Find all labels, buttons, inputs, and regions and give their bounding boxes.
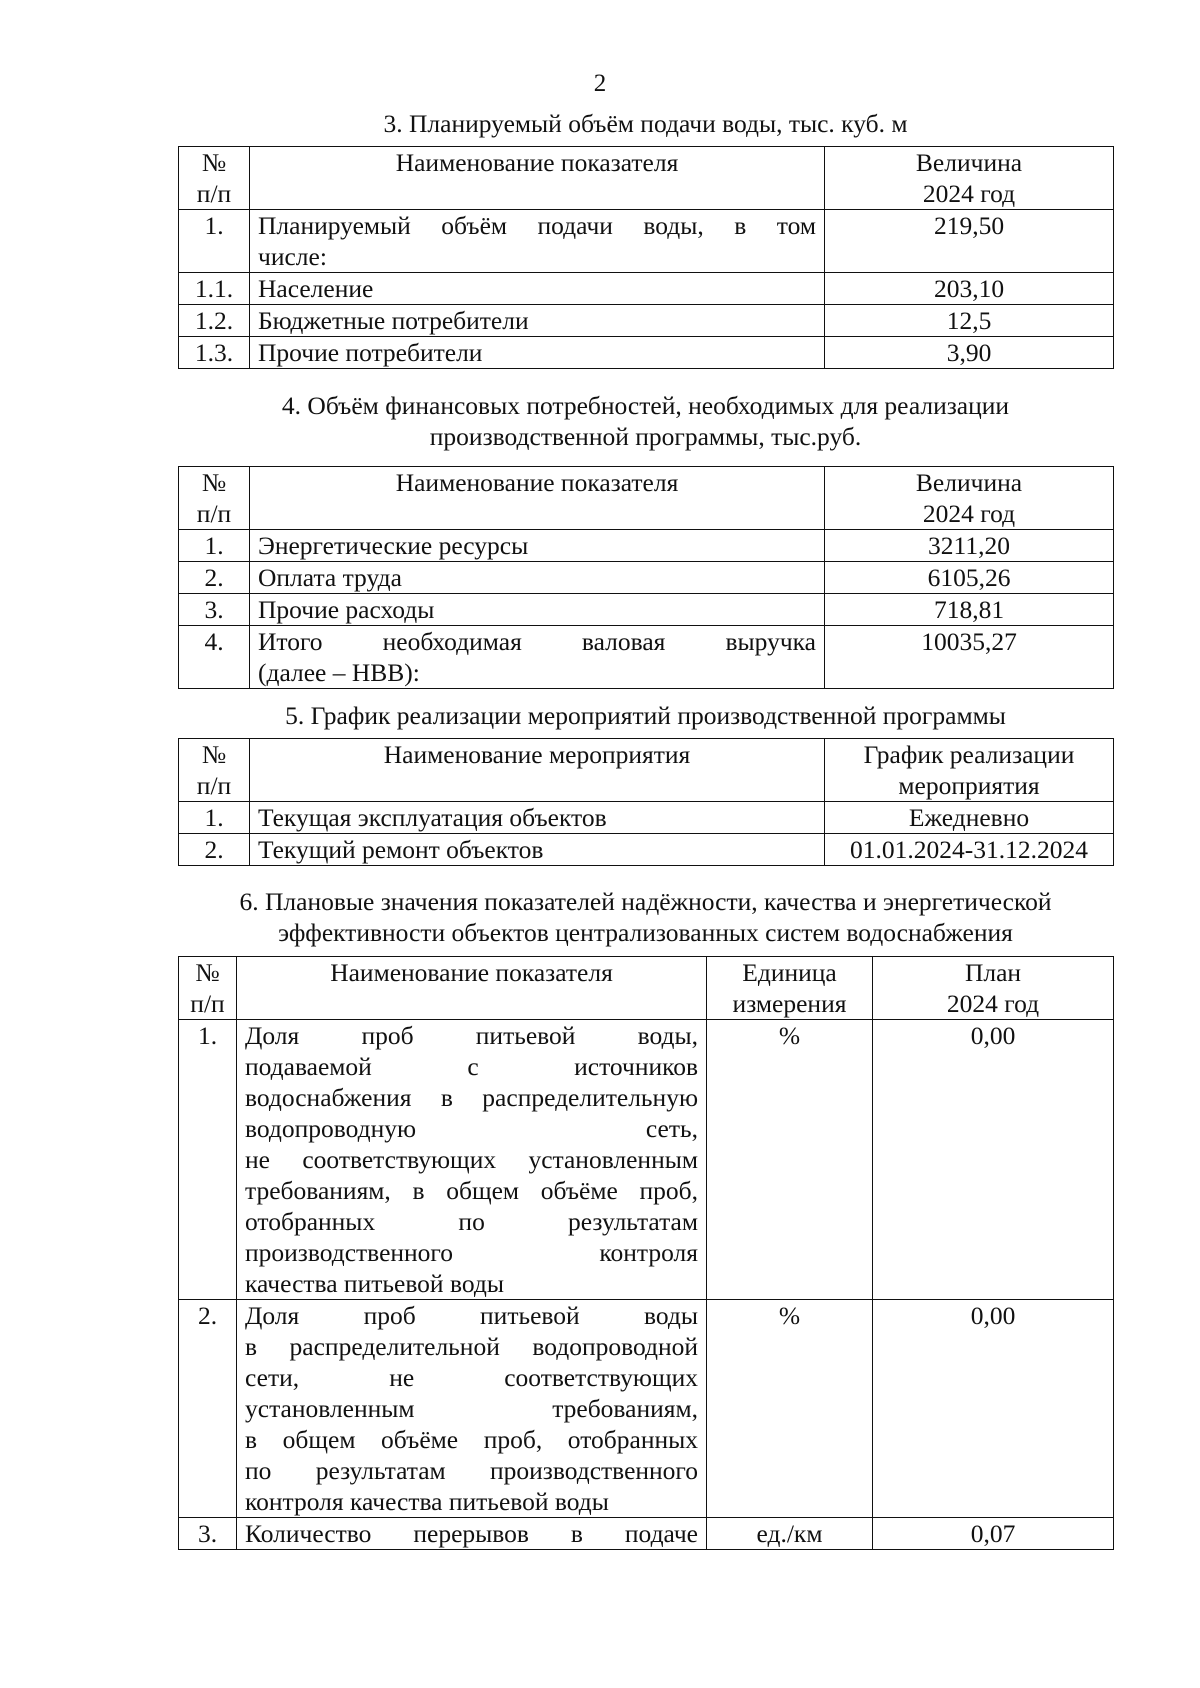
row-name: Текущая эксплуатация объектов <box>250 802 825 834</box>
row-value: 10035,27 <box>825 626 1114 689</box>
table-row <box>179 594 1114 626</box>
table-row <box>179 562 1114 594</box>
table-row <box>179 802 1114 834</box>
row-num: 1.3. <box>179 337 250 369</box>
header-name: Наименование показателя <box>250 147 825 210</box>
header-name: Наименование мероприятия <box>250 739 825 802</box>
row-schedule: 01.01.2024-31.12.2024 <box>825 834 1114 866</box>
header-plan: План 2024 год <box>873 957 1114 1020</box>
section-5-title: 5. График реализации мероприятий производственной программы <box>285 701 1006 730</box>
row-name: Прочие расходы <box>250 594 825 626</box>
row-name: Планируемый объём подачи воды, в том числе: <box>250 210 825 273</box>
section-4-table <box>178 466 1114 689</box>
header-num: № п/п <box>179 957 237 1020</box>
table-row <box>179 1300 1114 1518</box>
row-num: 3. <box>179 594 250 626</box>
row-num: 1. <box>179 530 250 562</box>
row-name: Бюджетные потребители <box>250 305 825 337</box>
table-row <box>179 530 1114 562</box>
row-unit: % <box>707 1020 873 1300</box>
table-row <box>179 1020 1114 1300</box>
row-value: 203,10 <box>825 273 1114 305</box>
row-value: 6105,26 <box>825 562 1114 594</box>
row-name: Прочие потребители <box>250 337 825 369</box>
table-header-row <box>179 739 1114 802</box>
table-row <box>179 1518 1114 1550</box>
row-name: Оплата труда <box>250 562 825 594</box>
row-name: Энергетические ресурсы <box>250 530 825 562</box>
header-name: Наименование показателя <box>237 957 707 1020</box>
header-value: Величина 2024 год <box>825 147 1114 210</box>
header-name: Наименование показателя <box>250 467 825 530</box>
table-row <box>179 305 1114 337</box>
row-name: Доля проб питьевой воды в распределительной водопроводной сети, не соответствующих установленным требованиям, в общем объёме проб, отобранных по результатам производственного контроля качества питьевой воды <box>237 1300 707 1518</box>
header-unit: Единица измерения <box>707 957 873 1020</box>
row-value: 3211,20 <box>825 530 1114 562</box>
section-3-table <box>178 146 1114 369</box>
table-header-row <box>179 467 1114 530</box>
table-header-row <box>179 147 1114 210</box>
table-row <box>179 834 1114 866</box>
header-num: № п/п <box>179 147 250 210</box>
page-number: 2 <box>593 70 607 97</box>
row-unit: ед./км <box>707 1518 873 1550</box>
row-value: 718,81 <box>825 594 1114 626</box>
section-6-table <box>178 956 1114 1550</box>
row-name: Доля проб питьевой воды, подаваемой с источников водоснабжения в распределительную водопроводную сеть, не соответствующих установленным требованиям, в общем объёме проб, отобранных по результатам производственного контроля качества питьевой воды <box>237 1020 707 1300</box>
table-header-row <box>179 957 1114 1020</box>
row-num: 2. <box>179 562 250 594</box>
row-schedule: Ежедневно <box>825 802 1114 834</box>
row-plan: 0,00 <box>873 1020 1114 1300</box>
row-num: 3. <box>179 1518 237 1550</box>
section-5-table <box>178 738 1114 866</box>
row-num: 1. <box>179 210 250 273</box>
section-4-title: 4. Объём финансовых потребностей, необходимых для реализации производственной программы, тыс.руб. <box>281 391 1010 451</box>
row-name: Население <box>250 273 825 305</box>
row-unit: % <box>707 1300 873 1518</box>
row-num: 1. <box>179 802 250 834</box>
row-name: Текущий ремонт объектов <box>250 834 825 866</box>
row-num: 1.2. <box>179 305 250 337</box>
row-value: 3,90 <box>825 337 1114 369</box>
section-6-title: 6. Плановые значения показателей надёжности, качества и энергетической эффективности объектов централизованных систем водоснабжения <box>239 887 1052 947</box>
row-name: Количество перерывов в подаче <box>237 1518 707 1550</box>
section-3-title: 3. Планируемый объём подачи воды, тыс. куб. м <box>383 109 908 138</box>
table-row <box>179 626 1114 689</box>
row-plan: 0,07 <box>873 1518 1114 1550</box>
table-row <box>179 210 1114 273</box>
row-num: 2. <box>179 1300 237 1518</box>
table-row <box>179 337 1114 369</box>
row-value: 219,50 <box>825 210 1114 273</box>
row-value: 12,5 <box>825 305 1114 337</box>
row-num: 1.1. <box>179 273 250 305</box>
row-num: 2. <box>179 834 250 866</box>
header-num: № п/п <box>179 739 250 802</box>
row-num: 4. <box>179 626 250 689</box>
row-name: Итого необходимая валовая выручка (далее – НВВ): <box>250 626 825 689</box>
row-num: 1. <box>179 1020 237 1300</box>
header-schedule: График реализации мероприятия <box>825 739 1114 802</box>
header-value: Величина 2024 год <box>825 467 1114 530</box>
table-row <box>179 273 1114 305</box>
row-plan: 0,00 <box>873 1300 1114 1518</box>
header-num: № п/п <box>179 467 250 530</box>
